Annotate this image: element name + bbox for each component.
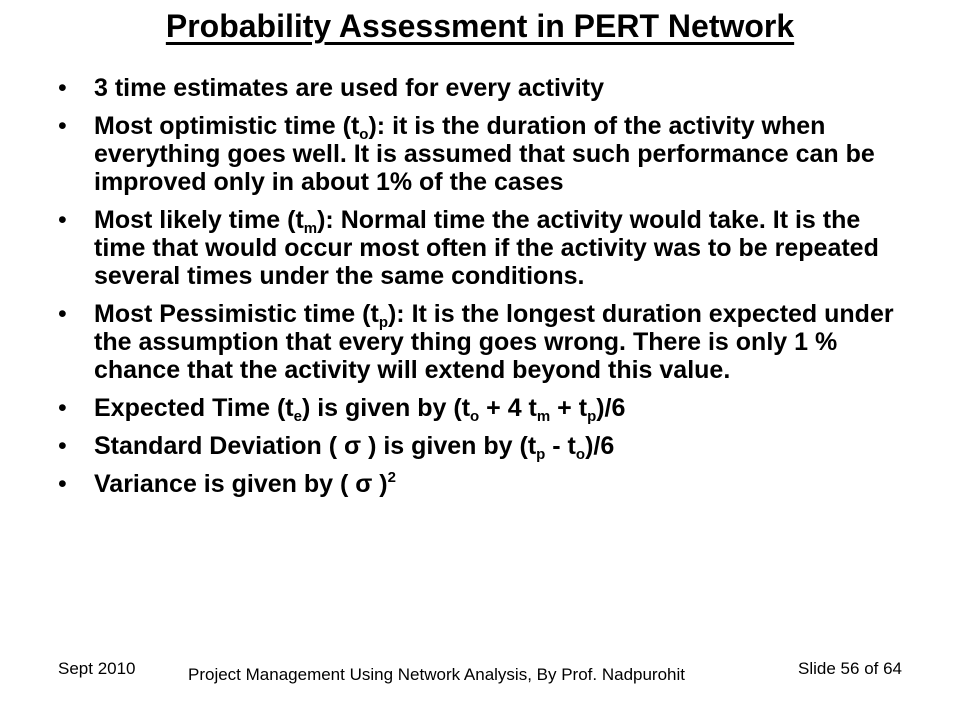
bullet-text: )/6 xyxy=(596,394,626,422)
footer-date: Sept 2010 xyxy=(58,659,136,678)
bullet-item xyxy=(58,432,898,463)
bullet-text: ): Normal time the activity would take. It is the time that would occur most often if the activity was to be repeated several times under the same conditions. xyxy=(94,206,879,290)
bullet-text: Variance is given by ( σ ) xyxy=(94,470,388,498)
bullet-item xyxy=(58,394,898,425)
bullet-text: ) is given by (t xyxy=(301,394,471,422)
bullet-text: + t xyxy=(550,394,588,422)
bullet-item xyxy=(58,112,898,196)
bullet-text: Most Pessimistic time (t xyxy=(94,300,379,328)
bullet-text: Standard Deviation ( σ ) is given by (t xyxy=(94,432,537,460)
subscript: m xyxy=(536,408,551,425)
slide-title: Probability Assessment in PERT Network xyxy=(165,8,795,44)
bullet-icon: • xyxy=(58,112,67,140)
bullet-text: Most likely time (t xyxy=(94,206,304,234)
bullet-item xyxy=(58,470,898,498)
bullet-text: 3 time estimates are used for every activity xyxy=(94,74,604,102)
footer-slide-number: Slide 56 of 64 xyxy=(798,659,902,678)
bullet-list xyxy=(58,74,898,508)
bullet-item xyxy=(58,300,898,384)
subscript: p xyxy=(536,446,546,463)
subscript: o xyxy=(575,446,586,463)
bullet-item xyxy=(58,206,898,290)
bullet-icon: • xyxy=(58,394,67,422)
footer-title: Project Management Using Network Analysis, By Prof. Nadpurohit xyxy=(188,665,686,684)
bullet-icon: • xyxy=(58,432,67,460)
bullet-text: + 4 t xyxy=(479,394,537,422)
bullet-text: ): It is the longest duration expected under the assumption that every thing goes wrong. There is only 1 % chance that the activity will extend beyond this value. xyxy=(94,300,894,384)
subscript: p xyxy=(378,314,388,331)
bullet-icon: • xyxy=(58,206,67,234)
bullet-text: )/6 xyxy=(585,432,615,460)
bullet-text: Expected Time (t xyxy=(94,394,294,422)
bullet-icon: • xyxy=(58,74,67,102)
subscript: o xyxy=(470,408,480,425)
subscript: e xyxy=(293,408,302,425)
bullet-text: - t xyxy=(545,432,576,460)
bullet-text: ): it is the duration of the activity when everything goes well. It is assumed that such performance can be improved only in about 1% of the cases xyxy=(94,112,875,196)
bullet-text: Most optimistic time (t xyxy=(94,112,360,140)
subscript: o xyxy=(359,126,369,143)
subscript: m xyxy=(303,220,318,237)
bullet-icon: • xyxy=(58,300,67,328)
subscript: p xyxy=(587,408,597,425)
superscript: 2 xyxy=(387,469,396,486)
bullet-item xyxy=(58,74,898,102)
bullet-icon: • xyxy=(58,470,67,498)
